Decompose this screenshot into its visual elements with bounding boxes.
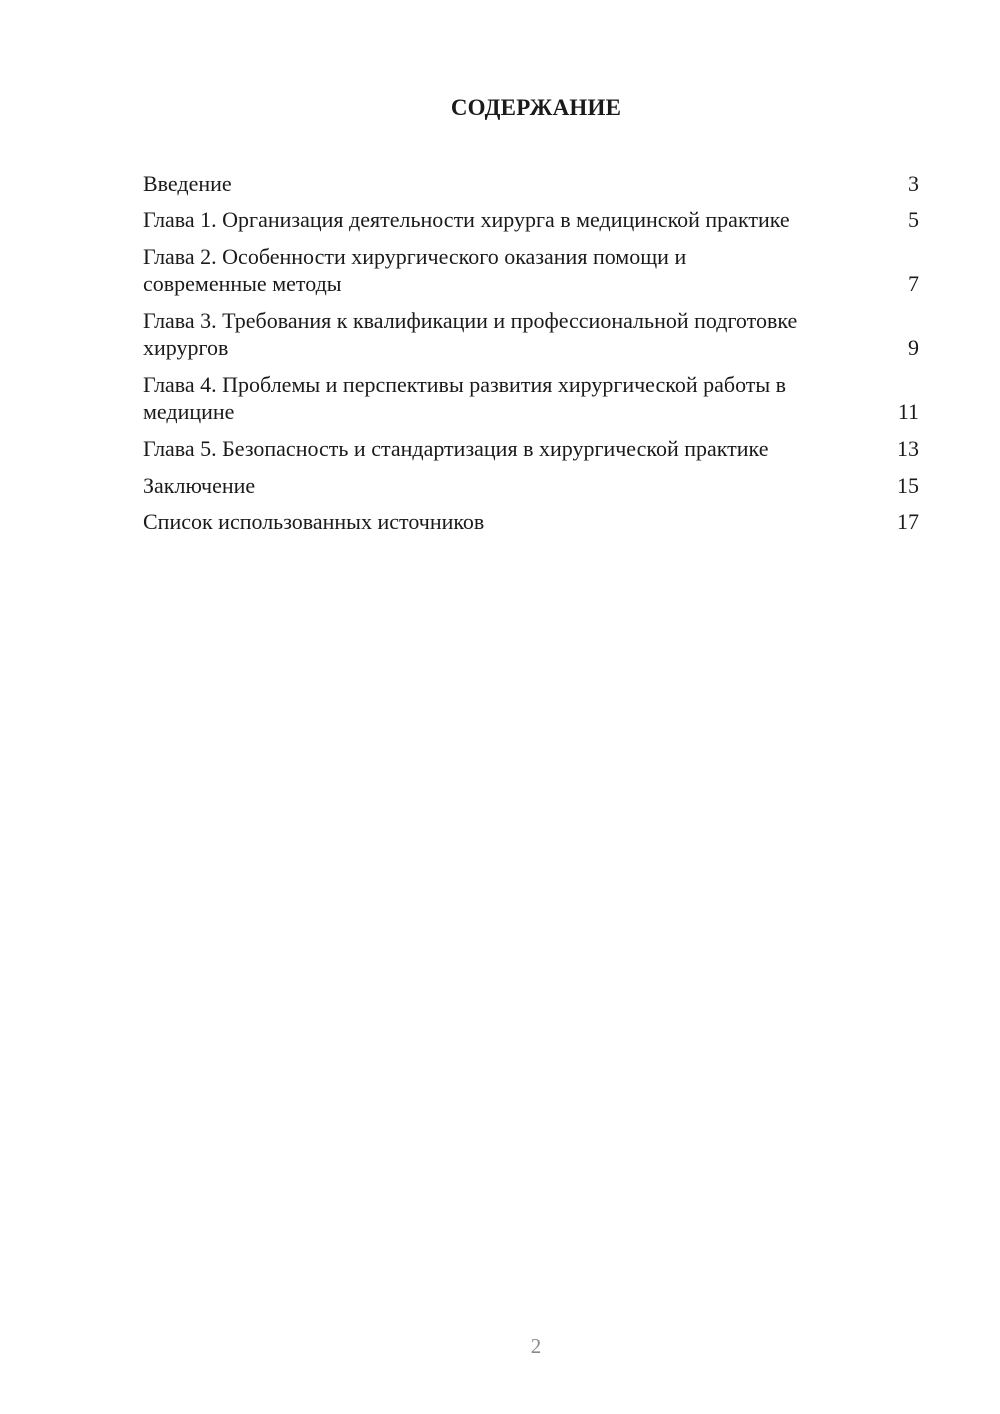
toc-entry-page: 9 <box>908 335 919 360</box>
toc-entry-text: Глава 4. Проблемы и перспективы развития хирургической работы в медицине <box>143 372 787 424</box>
toc-entry-text: Введение <box>143 171 232 196</box>
toc-entry-page: 7 <box>908 271 919 296</box>
toc-entry-chapter-5[interactable] <box>143 435 919 462</box>
toc-entry-page: 3 <box>908 171 919 196</box>
toc-entry-text: Глава 5. Безопасность и стандартизация в хирургической практике <box>143 436 769 461</box>
toc-entry-conclusion[interactable] <box>143 472 919 499</box>
toc-entry-text: Глава 2. Особенности хирургического оказания помощи и современные методы <box>143 244 687 296</box>
toc-entry-chapter-4[interactable] <box>143 371 919 425</box>
toc-entry-text: Глава 3. Требования к квалификации и профессиональной подготовке хирургов <box>143 308 798 360</box>
toc-entry-text: Список использованных источников <box>143 509 485 534</box>
toc-entry-introduction[interactable] <box>143 170 919 197</box>
toc-entry-text: Заключение <box>143 473 256 498</box>
page-number: 2 <box>530 1334 542 1358</box>
toc-entry-references[interactable] <box>143 508 919 535</box>
toc-entry-chapter-1[interactable] <box>143 206 919 233</box>
toc-entry-text: Глава 1. Организация деятельности хирурга в медицинской практике <box>143 207 790 232</box>
toc-title: СОДЕРЖАНИЕ <box>450 95 622 120</box>
toc-entry-chapter-3[interactable] <box>143 307 919 361</box>
toc-entry-page: 11 <box>897 399 919 424</box>
toc-entry-chapter-2[interactable] <box>143 243 919 297</box>
toc-entry-page: 17 <box>897 509 919 534</box>
toc-entry-page: 15 <box>897 473 919 498</box>
toc-list <box>143 170 919 544</box>
toc-entry-page: 13 <box>897 436 919 461</box>
toc-entry-page: 5 <box>908 207 919 232</box>
